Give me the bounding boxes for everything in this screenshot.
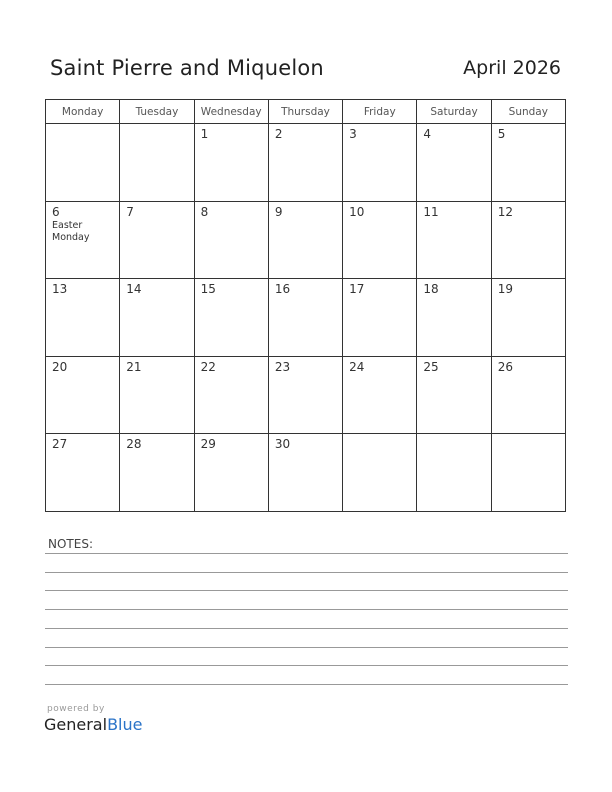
day-number: 23 — [274, 359, 291, 374]
day-number: 14 — [126, 282, 142, 297]
day-cell — [269, 202, 343, 280]
day-number: 7 — [126, 204, 134, 219]
day-cell — [120, 124, 194, 202]
day-number: 26 — [497, 359, 513, 374]
weekday-saturday: Saturday — [417, 100, 491, 124]
day-number: 8 — [200, 204, 209, 219]
notes-line — [45, 647, 568, 648]
brand-logo — [44, 704, 142, 734]
notes-label: NOTES: — [48, 537, 93, 551]
weekday-header-row — [46, 100, 566, 124]
day-cell — [492, 434, 566, 512]
day-cell — [343, 279, 417, 357]
day-number: 10 — [349, 204, 365, 219]
week-row — [46, 434, 566, 512]
day-number: 30 — [274, 437, 291, 452]
notes-line — [45, 553, 568, 554]
region-title: Saint Pierre and Miquelon — [50, 56, 324, 80]
day-cell — [492, 124, 566, 202]
week-row — [46, 279, 566, 357]
day-cell — [417, 279, 491, 357]
day-cell — [46, 357, 120, 435]
day-number: 11 — [423, 204, 439, 219]
weekday-friday: Friday — [343, 100, 417, 124]
day-cell — [269, 279, 343, 357]
day-number: 17 — [349, 282, 365, 297]
day-number: 3 — [349, 127, 357, 141]
notes-line — [45, 684, 568, 685]
day-cell — [269, 124, 343, 202]
day-number: 28 — [126, 437, 142, 452]
weekday-sunday: Sunday — [492, 100, 566, 124]
notes-line — [45, 590, 568, 591]
day-cell — [195, 357, 269, 435]
brand-name-part1: General — [44, 715, 108, 734]
day-cell — [46, 202, 120, 280]
day-cell — [343, 357, 417, 435]
day-cell — [120, 202, 194, 280]
day-cell — [492, 202, 566, 280]
day-cell — [120, 279, 194, 357]
notes-line — [45, 572, 568, 573]
day-cell — [417, 202, 491, 280]
day-cell — [195, 124, 269, 202]
day-number: 18 — [423, 282, 439, 297]
brand-name-part2: Blue — [107, 715, 143, 734]
week-row — [46, 357, 566, 435]
calendar-grid — [45, 99, 566, 512]
day-cell — [492, 279, 566, 357]
day-number: 20 — [52, 359, 68, 374]
day-number: 21 — [126, 359, 142, 374]
holiday-label: Easter Monday — [52, 219, 90, 243]
week-row — [46, 124, 566, 202]
day-number: 9 — [274, 204, 283, 219]
weekday-monday: Monday — [46, 100, 120, 124]
weekday-wednesday: Wednesday — [195, 100, 269, 124]
day-cell — [343, 202, 417, 280]
day-cell — [46, 434, 120, 512]
weekday-thursday: Thursday — [269, 100, 343, 124]
day-cell — [46, 124, 120, 202]
day-cell — [343, 434, 417, 512]
day-cell — [120, 357, 194, 435]
day-cell — [417, 434, 491, 512]
day-number: 12 — [497, 204, 513, 219]
day-number: 1 — [200, 127, 209, 141]
day-number: 4 — [423, 127, 432, 141]
day-number: 6 — [52, 204, 60, 219]
notes-line — [45, 665, 568, 666]
day-number: 24 — [349, 359, 365, 374]
day-number: 19 — [497, 282, 513, 297]
brand-name — [44, 715, 142, 734]
month-title: April 2026 — [463, 57, 561, 79]
day-number: 2 — [274, 127, 283, 141]
day-number: 27 — [52, 437, 68, 452]
day-cell — [195, 434, 269, 512]
day-cell — [120, 434, 194, 512]
weekday-tuesday: Tuesday — [120, 100, 194, 124]
day-number: 15 — [200, 282, 216, 297]
notes-line — [45, 628, 568, 629]
day-cell — [343, 124, 417, 202]
notes-line — [45, 609, 568, 610]
powered-by-text: powered by — [47, 704, 105, 714]
day-number: 22 — [200, 359, 216, 374]
day-cell — [46, 279, 120, 357]
day-cell — [269, 357, 343, 435]
day-number: 5 — [497, 127, 506, 141]
day-cell — [269, 434, 343, 512]
day-cell — [417, 357, 491, 435]
day-cell — [417, 124, 491, 202]
day-cell — [195, 279, 269, 357]
day-number: 13 — [52, 282, 68, 297]
day-number: 29 — [200, 437, 216, 452]
day-number: 16 — [274, 282, 291, 297]
week-row — [46, 202, 566, 280]
day-cell — [195, 202, 269, 280]
day-cell — [492, 357, 566, 435]
day-number: 25 — [423, 359, 439, 374]
